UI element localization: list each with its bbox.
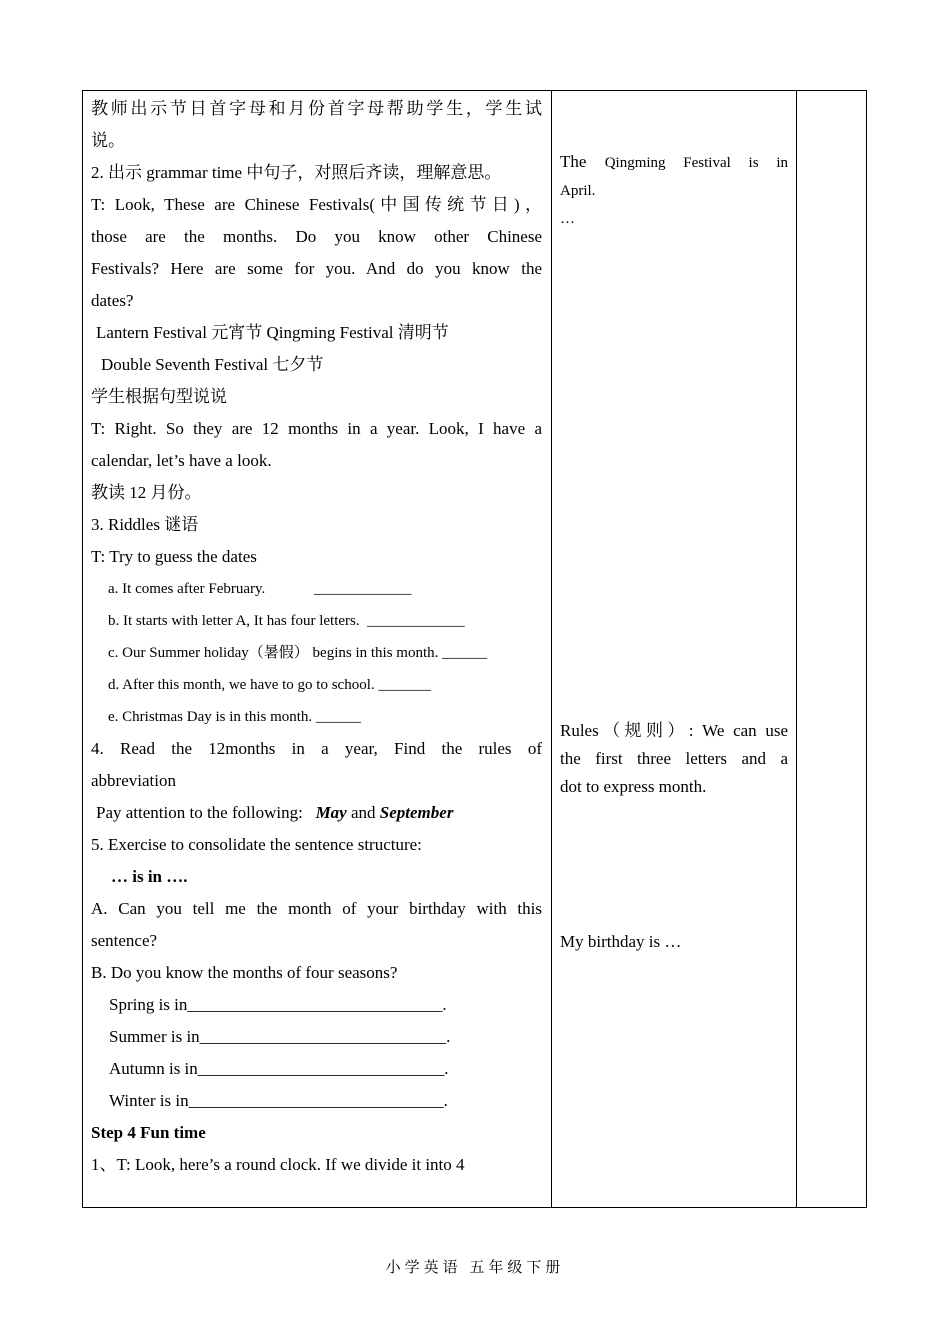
answer-line: April. (560, 183, 596, 199)
text-line: 5. Exercise to consolidate the sentence structure: (91, 835, 422, 854)
answer-line: … (560, 211, 575, 227)
text-line: those are the months. Do you know other Chinese (91, 227, 542, 246)
rules-line: the first three letters and a (560, 749, 788, 768)
text-line: A. Can you tell me the month of your birthday with this (91, 899, 542, 918)
season-spring: Spring is in______________________________. (109, 995, 447, 1014)
section-heading: 3. Riddles 谜语 (91, 515, 199, 534)
riddle-a: a. It comes after February. _____________ (108, 581, 412, 597)
student-activity-block-1 (560, 148, 788, 233)
birthday-line: My birthday is … (560, 932, 682, 951)
text-line: dates? (91, 291, 134, 310)
text-line: calendar, let’s have a look. (91, 451, 272, 470)
riddle-d: d. After this month, we have to go to school. _______ (108, 677, 431, 693)
season-winter: Winter is in______________________________. (109, 1091, 448, 1110)
riddle-b: b. It starts with letter A, It has four letters. _____________ (108, 613, 465, 629)
answer-line (560, 148, 788, 177)
student-activity-block-3 (560, 928, 788, 956)
text-line: 2. 出示 grammar time 中句子，对照后齐读，理解意思。 (91, 163, 502, 182)
attention-september: September (379, 803, 454, 822)
festival-list: Lantern Festival 元宵节 Qingming Festival 清明节 (96, 323, 449, 342)
text-line: 1、T: Look, here’s a round clock. If we divide it into 4 (91, 1155, 465, 1174)
attention-line (91, 797, 542, 829)
text-line: 教读 12 月份。 (91, 483, 202, 502)
text-line: abbreviation (91, 771, 176, 790)
text-line: 说。 (91, 131, 125, 150)
rules-line: Rules（规则）: We can use (560, 721, 788, 740)
season-summer: Summer is in_____________________________. (109, 1027, 451, 1046)
text-line: 教师出示节日首字母和月份首字母帮助学生，学生试 (91, 99, 542, 118)
text-line: T: Right. So they are 12 months in a year. Look, I have a (91, 419, 542, 438)
text-line: 4. Read the 12months in a year, Find the rules of (91, 739, 542, 758)
rules-line: dot to express month. (560, 777, 707, 796)
festival-list: Double Seventh Festival 七夕节 (101, 355, 324, 374)
season-autumn: Autumn is in_____________________________. (109, 1059, 449, 1078)
column-divider-2 (796, 91, 797, 1207)
riddle-e: e. Christmas Day is in this month. ______ (108, 709, 361, 725)
answer-rest: Qingming Festival is in (604, 155, 788, 171)
attention-and: and (350, 803, 376, 822)
attention-may: May (315, 803, 347, 822)
text-line: T: Look, These are Chinese Festivals(中国传统节日)， (91, 195, 542, 214)
attention-prefix: Pay attention to the following: (96, 803, 303, 822)
text-line: T: Try to guess the dates (91, 547, 257, 566)
lesson-table (82, 90, 867, 1208)
text-line: 学生根据句型说说 (91, 387, 227, 406)
text-line: B. Do you know the months of four seasons? (91, 963, 398, 982)
page-footer: 小学英语 五年级下册 (385, 1260, 565, 1276)
text-line: Festivals? Here are some for you. And do you know the (91, 259, 542, 278)
sentence-structure: … is in …. (111, 867, 188, 886)
step-heading: Step 4 Fun time (91, 1123, 206, 1142)
column-divider-1 (551, 91, 552, 1207)
answer-the: The (560, 152, 587, 171)
text-line: sentence? (91, 931, 158, 950)
teaching-process-cell (91, 93, 542, 1181)
riddle-c: c. Our Summer holiday（暑假） begins in this month. ______ (108, 645, 488, 661)
student-activity-block-2 (560, 717, 788, 801)
